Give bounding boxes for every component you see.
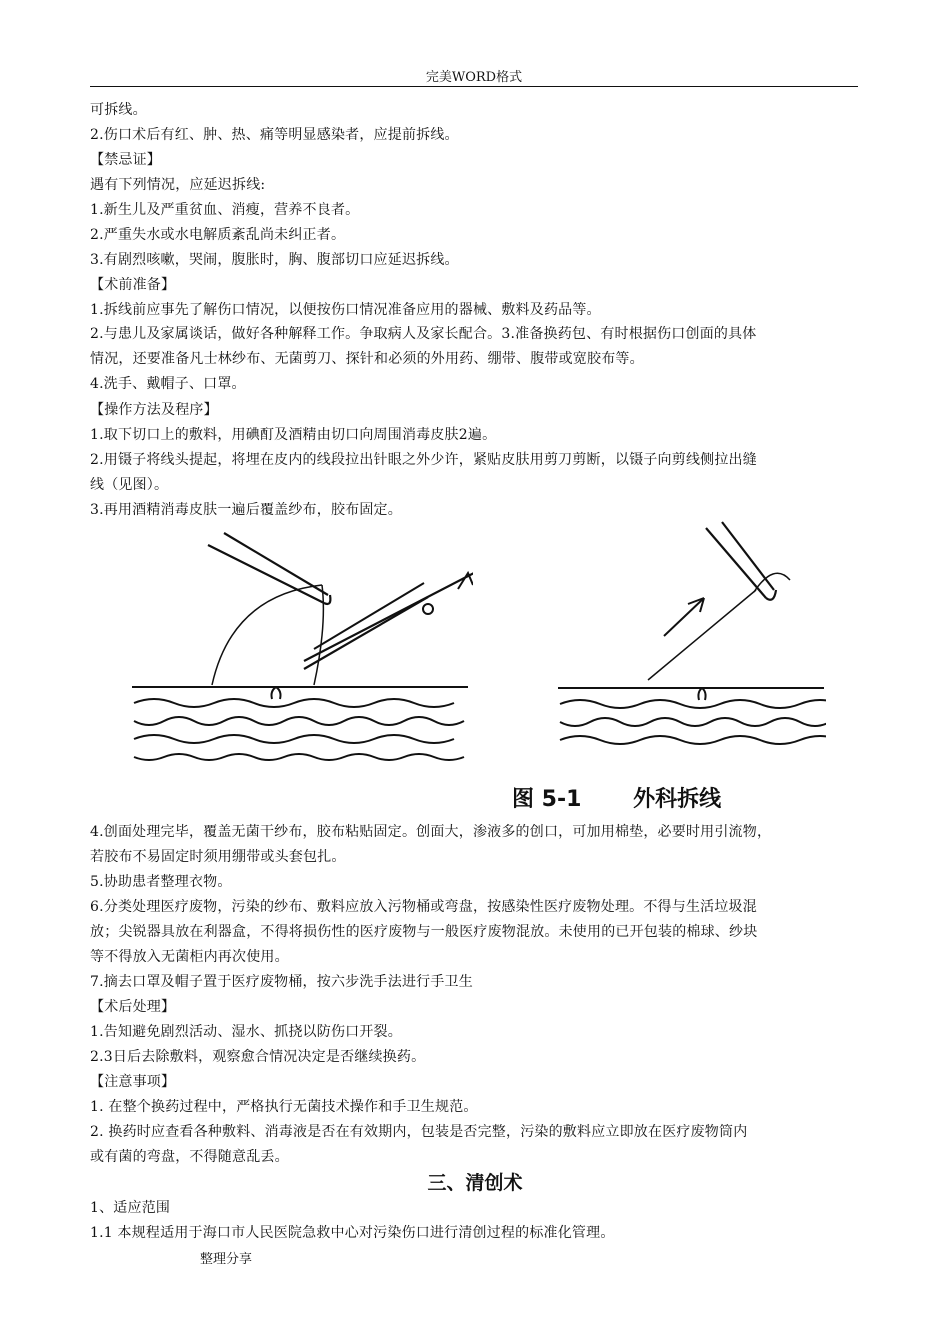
page-header: 完美WORD格式: [425, 70, 523, 85]
text-line: 4.创面处理完毕，覆盖无菌干纱布，胶布粘贴固定。创面大，渗液多的创口，可加用棉垫，必要时用引流物，: [90, 824, 772, 840]
text-line: 1.拆线前应事先了解伤口情况，以便按伤口情况准备应用的器械、敷料及药品等。: [90, 302, 601, 318]
text-line: 2.严重失水或水电解质紊乱尚未纠正者。: [90, 227, 346, 243]
text-line: 6.分类处理医疗废物，污染的纱布、敷料应放入污物桶或弯盘，按感染性医疗废物处理。不得与生活垃圾混: [90, 899, 757, 915]
text-line: 2.伤口术后有红、肿、热、痛等明显感染者，应提前拆线。: [90, 127, 459, 143]
text-line: 若胶布不易固定时须用绷带或头套包扎。: [90, 849, 346, 865]
text-line: 2.3日后去除敷料，观察愈合情况决定是否继续换药。: [90, 1049, 426, 1065]
text-line: 遇有下列情况，应延迟拆线:: [90, 177, 266, 193]
text-line: 1.1 本规程适用于海口市人民医院急救中心对污染伤口进行清创过程的标准化管理。: [90, 1225, 615, 1241]
text-line: 线（见图）。: [90, 477, 169, 493]
text-line: 可拆线。: [90, 102, 147, 118]
section-title: 三、清创术: [427, 1172, 523, 1194]
text-line: 等不得放入无菌柜内再次使用。: [90, 949, 289, 965]
text-line: 5.协助患者整理衣物。: [90, 874, 232, 890]
text-line: 1. 在整个换药过程中，严格执行无菌技术操作和手卫生规范。: [90, 1099, 478, 1115]
header-rule: [90, 86, 858, 87]
text-line: 2.用镊子将线头提起，将埋在皮内的线段拉出针眼之外少许，紧贴皮肤用剪刀剪断，以镊子向剪线侧拉出缝: [90, 452, 757, 468]
text-line: 7.摘去口罩及帽子置于医疗废物桶，按六步洗手法进行手卫生: [90, 974, 473, 990]
text-line: 1、适应范围: [90, 1200, 171, 1216]
text-line: 或有菌的弯盘，不得随意乱丢。: [90, 1149, 289, 1165]
figure-right-illustration: [556, 520, 826, 760]
text-line: 1.新生儿及严重贫血、消瘦，营养不良者。: [90, 202, 360, 218]
text-line: 2.与患儿及家属谈话，做好各种解释工作。争取病人及家长配合。3.准备换药包、有时根据伤口创面的具体: [90, 326, 757, 342]
section-heading: 【操作方法及程序】: [90, 402, 218, 418]
figure-title: 外科拆线: [633, 787, 722, 812]
text-line: 1.告知避免剧烈活动、湿水、抓挠以防伤口开裂。: [90, 1024, 402, 1040]
text-line: 放；尖锐器具放在利器盒，不得将损伤性的医疗废物与一般医疗废物混放。未使用的已开包装的棉球、纱块: [90, 924, 758, 940]
figure-left-illustration: [128, 525, 473, 765]
text-line: 3.再用酒精消毒皮肤一遍后覆盖纱布，胶布固定。: [90, 502, 402, 518]
text-line: 4.洗手、戴帽子、口罩。: [90, 376, 246, 392]
section-heading: 【术后处理】: [90, 999, 176, 1015]
page-footer: 整理分享: [200, 1252, 253, 1267]
text-line: 情况，还要准备凡士林纱布、无菌剪刀、探针和必须的外用药、绷带、腹带或宽胶布等。: [90, 351, 644, 367]
section-heading: 【禁忌证】: [90, 152, 161, 168]
section-heading: 【注意事项】: [90, 1074, 176, 1090]
text-line: 1.取下切口上的敷料，用碘酊及酒精由切口向周围消毒皮肤2遍。: [90, 427, 497, 443]
section-heading: 【术前准备】: [90, 277, 176, 293]
figure-label: 图 5-1: [512, 787, 582, 812]
figure-caption: [512, 782, 721, 813]
text-line: 2. 换药时应查看各种敷料、消毒液是否在有效期内，包装是否完整，污染的敷料应立即放在医疗废物筒内: [90, 1124, 748, 1140]
text-line: 3.有剧烈咳嗽，哭闹，腹胀时，胸、腹部切口应延迟拆线。: [90, 252, 459, 268]
